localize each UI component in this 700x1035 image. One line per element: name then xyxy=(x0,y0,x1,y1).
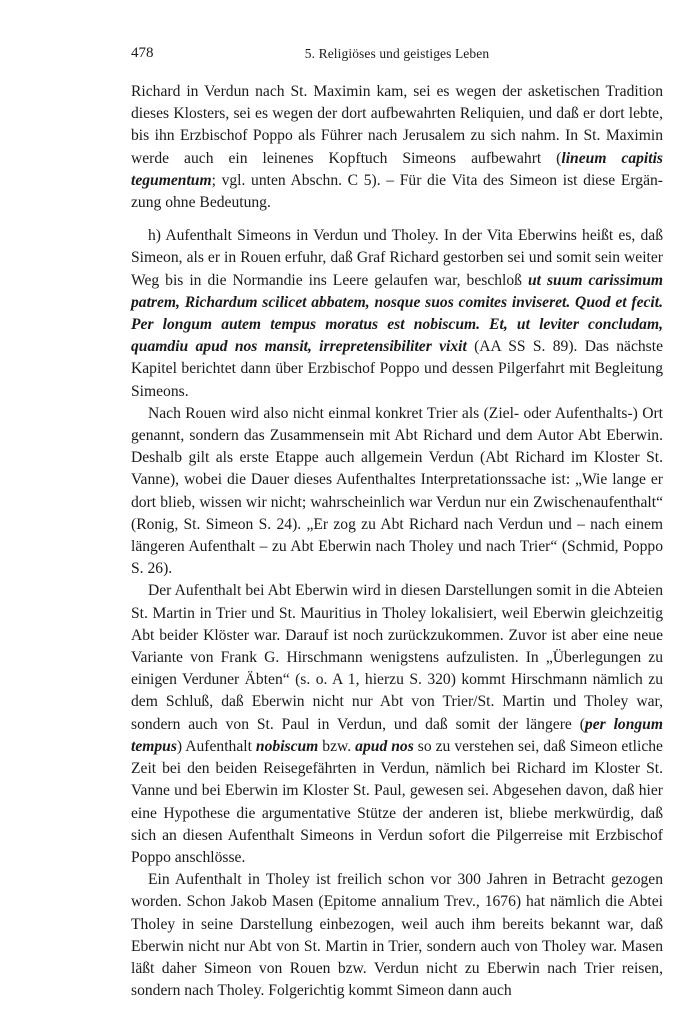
latin-quotation: apud nos xyxy=(355,737,414,755)
page-number: 478 xyxy=(131,45,154,61)
text-run: bzw. xyxy=(318,737,356,755)
text-run: (AA SS S. 89). Das nächste Kapitel berichtet dann über Erzbischof Poppo und dessen Pilgerfahrt mit Begleitung Simeons. xyxy=(131,338,664,400)
paragraph-eberwin xyxy=(131,580,663,869)
text-run: ) Aufenthalt xyxy=(176,737,256,755)
text-run: ; vgl. unten Abschn. C 5). – Für die Vita des Simeon ist diese Ergänzung ohne Bedeutung. xyxy=(131,171,663,212)
page-header xyxy=(131,45,663,67)
text-run: Der Aufenthalt bei Abt Eberwin wird in diesen Darstellungen somit in die Abteien St. Martin in Trier und St. Mauritius in Tholey lokalisiert, weil Eberwin gleichzeitig Abt beider Klöster war. Darauf ist noch zurückzukommen. Zuvor ist aber eine neue Variante von Frank G. Hirschmann wenigstens aufzulisten. In „Überlegungen zu einigen Verduner Äbten“ (s. o. A 1, hierzu S. 320) kommt Hirschmann nämlich zu dem Schluß, daß Eberwin nicht nur Abt von Trier/St. Martin und Tholey war, sondern auch von St. Paul in Verdun, und daß somit der längere ( xyxy=(131,582,663,733)
text-run: Richard in Verdun nach St. Maximin kam, sei es wegen der asketischen Tradition dieses Klosters, sei es wegen der dort aufbewahrten Reliquien, und daß er dort lebte, bis ihn Erzbischof Poppo als Führer nach Jerusalem zu sich nahm. In St. Maximin werde auch ein leinenes Kopftuch Simeons aufbewahrt ( xyxy=(131,83,663,167)
text-run: Nach Rouen wird also nicht einmal konkret Trier als (Ziel- oder Aufenthalts-) Ort genannt, sondern das Zusammensein mit Abt Richard und dem Autor Abt Eberwin. Deshalb gilt als erste Etappe auch allgemein Verdun (Abt Richard im Kloster St. Vanne), wobei die Dauer dieses Aufenthaltes Interpretationssache ist: „Wie lange er dort blieb, wissen wir nicht; wahrscheinlich war Verdun nur ein Zwischenaufenthalt“ (Ronig, St. Simeon S. 24). „Er zog zu Abt Richard nach Verdun und – nach einem längeren Aufenthalt – zu Abt Eberwin nach Tholey und nach Trier“ (Schmid, Poppo S. 26). xyxy=(131,404,663,578)
latin-quotation: lineum capitis tegumentum xyxy=(131,149,663,189)
paragraph-section-h xyxy=(131,225,663,403)
latin-quotation: nobiscum xyxy=(255,737,319,755)
running-head: 5. Religiöses und geistiges Leben xyxy=(304,46,490,61)
latin-quotation: ut suum carissimum patrem, Richardum scilicet abbatem, nosque suos comites inviseret. Quod et fecit. Per longum autem tempus moratus est nobiscum. Et, ut leviter concludam, quamdiu apud nos mansit, irrepretensibiliter vixit xyxy=(131,271,663,356)
paragraph-rouen xyxy=(131,403,663,581)
text-run: h) Aufenthalt Simeons in Verdun und Tholey. In der Vita Eberwins heißt es, daß Simeon, als er in Rouen erfuhr, daß Graf Richard gestorben sei und somit sein weiter Weg bis in die Normandie ins Leere gelaufen war, beschloß xyxy=(131,227,663,289)
paragraph-continuation xyxy=(131,81,663,214)
paragraph-tholey xyxy=(131,869,663,1002)
latin-quotation: per longum tempus xyxy=(131,715,663,755)
body-text xyxy=(131,81,663,1002)
text-run: so zu verstehen sei, daß Simeon etliche Zeit bei den beiden Reisegefährten in Verdun, nämlich bei Richard im Kloster St. Vanne und bei Eberwin im Kloster St. Paul, gewesen sei. Abgesehen davon, daß hier eine Hypothese die argumentative Stütze der anderen ist, bliebe merkwürdig, daß sich an diesen Aufenthalt Simeons in Verdun sofort die Pilgerreise mit Erzbischof Poppo anschlösse. xyxy=(131,737,663,866)
book-page xyxy=(131,45,663,1002)
text-run: Ein Aufenthalt in Tholey ist freilich schon vor 300 Jahren in Betracht gezogen worden. Schon Jakob Masen (Epitome annalium Trev., 1676) hat nämlich die Abtei Tholey in seine Darstellung einbezogen, weil auch ihm bereits bekannt war, daß Eberwin nicht nur Abt von St. Martin in Trier, sondern auch von Tholey war. Masen läßt daher Simeon von Rouen bzw. Verdun nicht zu Eberwin nach Trier reisen, sondern nach Tholey. Folgerichtig kommt Simeon dann auch xyxy=(131,871,663,1000)
